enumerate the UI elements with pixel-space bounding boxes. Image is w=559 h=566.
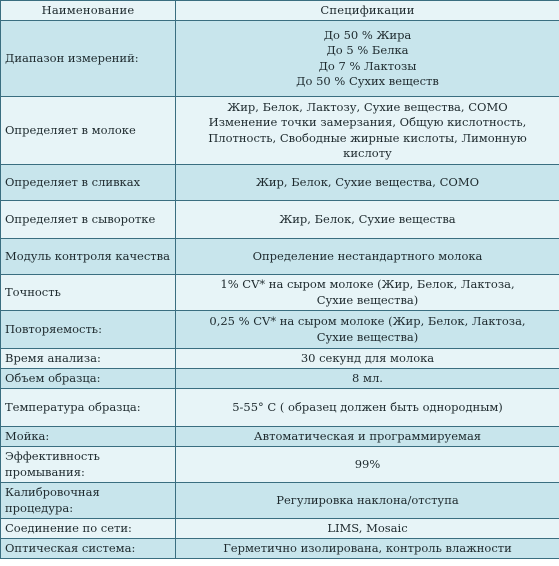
parameter-name: Время анализа:	[1, 349, 176, 369]
specification-line: Жир, Белок, Лактозу, Сухие вещества, СОМО	[227, 100, 508, 115]
specification-line: Сухие вещества)	[316, 292, 419, 307]
table-row	[1, 239, 559, 275]
specification-value	[176, 165, 559, 201]
specification-line: 0,25 % CV* на сыром молоке (Жир, Белок, Лактоза,	[209, 314, 526, 329]
table-row	[1, 201, 559, 239]
header-name: Наименование	[1, 1, 176, 21]
specification-line: кислоту	[343, 145, 392, 160]
parameter-name: Мойка:	[1, 427, 176, 447]
specification-value	[176, 427, 559, 447]
parameter-name: Оптическая система:	[1, 539, 176, 559]
parameter-name: Соединение по сети:	[1, 519, 176, 539]
table-row	[1, 447, 559, 483]
parameter-name: Модуль контроля качества	[1, 239, 176, 275]
specification-line: Изменение точки замерзания, Общую кислотность,	[208, 115, 527, 130]
specification-line: Плотность, Свободные жирные кислоты, Лимонную	[208, 130, 527, 145]
specification-line: Герметично изолирована, контроль влажности	[223, 540, 512, 555]
specification-line: 5-55° С ( образец должен быть однородным)	[232, 399, 503, 414]
parameter-name: Повторяемость:	[1, 311, 176, 349]
specification-line: 8 мл.	[352, 370, 383, 385]
table-row	[1, 519, 559, 539]
parameter-name: Температура образца:	[1, 389, 176, 427]
table-row	[1, 483, 559, 519]
specification-value	[176, 539, 559, 559]
parameter-name: Калибровочная процедура:	[1, 483, 176, 519]
specification-line: До 5 % Белка	[326, 43, 409, 58]
specification-value	[176, 447, 559, 483]
specification-value	[176, 389, 559, 427]
header-row	[1, 1, 559, 21]
specification-line: 1% CV* на сыром молоке (Жир, Белок, Лактоза,	[220, 277, 515, 292]
specification-line: Жир, Белок, Сухие вещества	[279, 211, 456, 226]
table-row	[1, 97, 559, 165]
table-row	[1, 369, 559, 389]
parameter-name: Определяет в сливках	[1, 165, 176, 201]
header-specifications: Спецификации	[176, 1, 559, 21]
specification-line: Регулировка наклона/отступа	[276, 492, 459, 507]
specification-value	[176, 21, 559, 97]
parameter-name: Диапазон измерений:	[1, 21, 176, 97]
specification-line: 30 секунд для молока	[300, 350, 435, 365]
specification-value	[176, 239, 559, 275]
table-row	[1, 389, 559, 427]
specification-line: До 7 % Лактозы	[318, 58, 417, 73]
specification-value	[176, 483, 559, 519]
table-row	[1, 275, 559, 311]
specification-value	[176, 201, 559, 239]
specification-line: 99%	[354, 456, 381, 471]
table-row	[1, 539, 559, 559]
specification-line: До 50 % Сухих веществ	[296, 73, 439, 88]
table-body	[1, 21, 559, 559]
table-row	[1, 165, 559, 201]
specification-line: Жир, Белок, Сухие вещества, СОМО	[255, 174, 480, 189]
specification-value	[176, 349, 559, 369]
specification-line: Автоматическая и программируемая	[253, 428, 482, 443]
specification-value	[176, 519, 559, 539]
parameter-name: Определяет в сыворотке	[1, 201, 176, 239]
specification-value	[176, 97, 559, 165]
specification-line: Сухие вещества)	[316, 329, 419, 344]
parameter-name: Точность	[1, 275, 176, 311]
specification-value	[176, 311, 559, 349]
specification-value	[176, 275, 559, 311]
table-row	[1, 349, 559, 369]
table-row	[1, 311, 559, 349]
specification-line: LIMS, Mosaic	[327, 520, 408, 535]
parameter-name: Объем образца:	[1, 369, 176, 389]
specification-line: Определение нестандартного молока	[252, 248, 483, 263]
specification-value	[176, 369, 559, 389]
table-row	[1, 21, 559, 97]
parameter-name: Эффективность промывания:	[1, 447, 176, 483]
parameter-name: Определяет в молоке	[1, 97, 176, 165]
table-row	[1, 427, 559, 447]
specification-line: До 50 % Жира	[323, 28, 412, 43]
